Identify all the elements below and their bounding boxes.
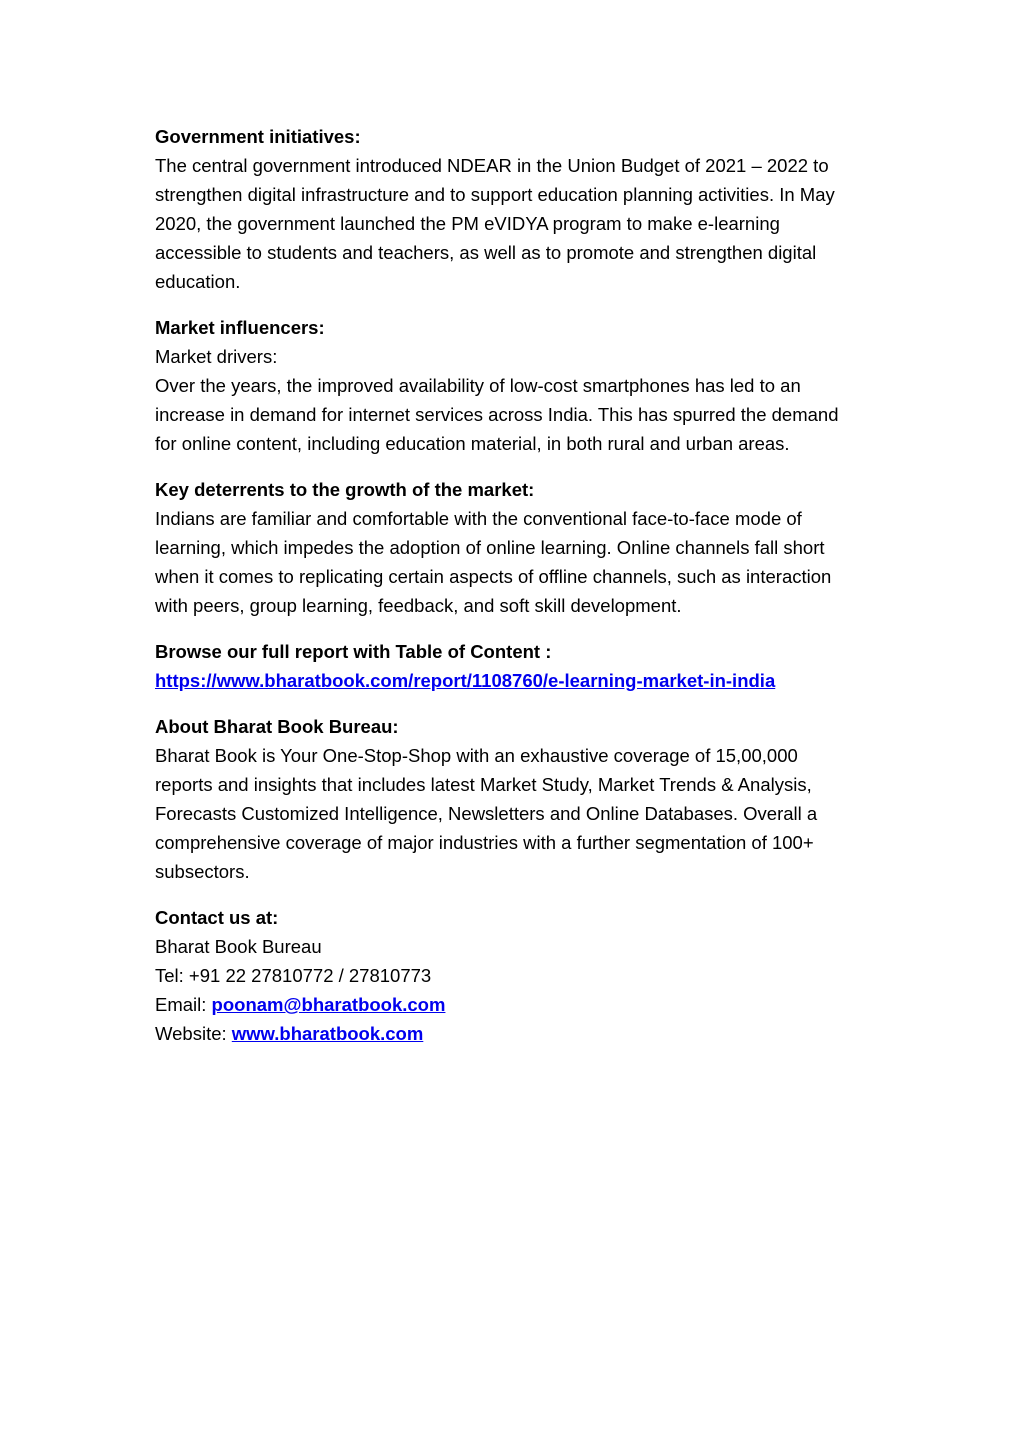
government-initiatives-section <box>155 122 875 296</box>
report-link[interactable]: https://www.bharatbook.com/report/1108760/e-learning-market-in-india <box>155 670 776 691</box>
section-heading: Key deterrents to the growth of the market: <box>155 479 535 500</box>
paragraph-line: when it comes to replicating certain aspects of offline channels, such as interaction <box>155 566 832 587</box>
section-heading: Browse our full report with Table of Content : <box>155 641 552 662</box>
paragraph-line: strengthen digital infrastructure and to support education planning activities. In May <box>155 184 835 205</box>
website-line <box>155 1019 875 1048</box>
section-heading: Government initiatives: <box>155 126 361 147</box>
paragraph-line: accessible to students and teachers, as well as to promote and strengthen digital <box>155 242 817 263</box>
paragraph-line: with peers, group learning, feedback, and soft skill development. <box>155 595 682 616</box>
company-name: Bharat Book Bureau <box>155 936 322 957</box>
paragraph-line: education. <box>155 271 241 292</box>
section-heading: Market influencers: <box>155 317 325 338</box>
website-link[interactable]: www.bharatbook.com <box>231 1023 424 1044</box>
email-label: Email: <box>155 994 212 1015</box>
paragraph-line: increase in demand for internet services across India. This has spurred the demand <box>155 404 839 425</box>
document-page <box>155 122 875 1065</box>
email-link[interactable]: poonam@bharatbook.com <box>211 994 446 1015</box>
section-heading: Contact us at: <box>155 907 279 928</box>
paragraph-line: 2020, the government launched the PM eVIDYA program to make e-learning <box>155 213 780 234</box>
section-heading: About Bharat Book Bureau: <box>155 716 399 737</box>
paragraph-line: for online content, including education material, in both rural and urban areas. <box>155 433 790 454</box>
paragraph-line: reports and insights that includes latest Market Study, Market Trends & Analysis, <box>155 774 812 795</box>
about-section <box>155 712 875 886</box>
contact-section <box>155 903 875 1048</box>
paragraph-line: Forecasts Customized Intelligence, Newsletters and Online Databases. Overall a <box>155 803 818 824</box>
paragraph-line: Indians are familiar and comfortable with the conventional face-to-face mode of <box>155 508 802 529</box>
telephone: Tel: +91 22 27810772 / 27810773 <box>155 965 432 986</box>
market-influencers-section <box>155 313 875 458</box>
browse-report-section <box>155 637 875 695</box>
key-deterrents-section <box>155 475 875 620</box>
paragraph-line: Over the years, the improved availability of low-cost smartphones has led to an <box>155 375 801 396</box>
paragraph-line: Bharat Book is Your One-Stop-Shop with an exhaustive coverage of 15,00,000 <box>155 745 798 766</box>
subheading: Market drivers: <box>155 346 278 367</box>
paragraph-line: The central government introduced NDEAR in the Union Budget of 2021 – 2022 to <box>155 155 829 176</box>
email-line <box>155 990 875 1019</box>
report-link-line <box>155 666 875 695</box>
paragraph-line: subsectors. <box>155 861 250 882</box>
website-label: Website: <box>155 1023 232 1044</box>
paragraph-line: learning, which impedes the adoption of online learning. Online channels fall short <box>155 537 825 558</box>
paragraph-line: comprehensive coverage of major industries with a further segmentation of 100+ <box>155 832 814 853</box>
